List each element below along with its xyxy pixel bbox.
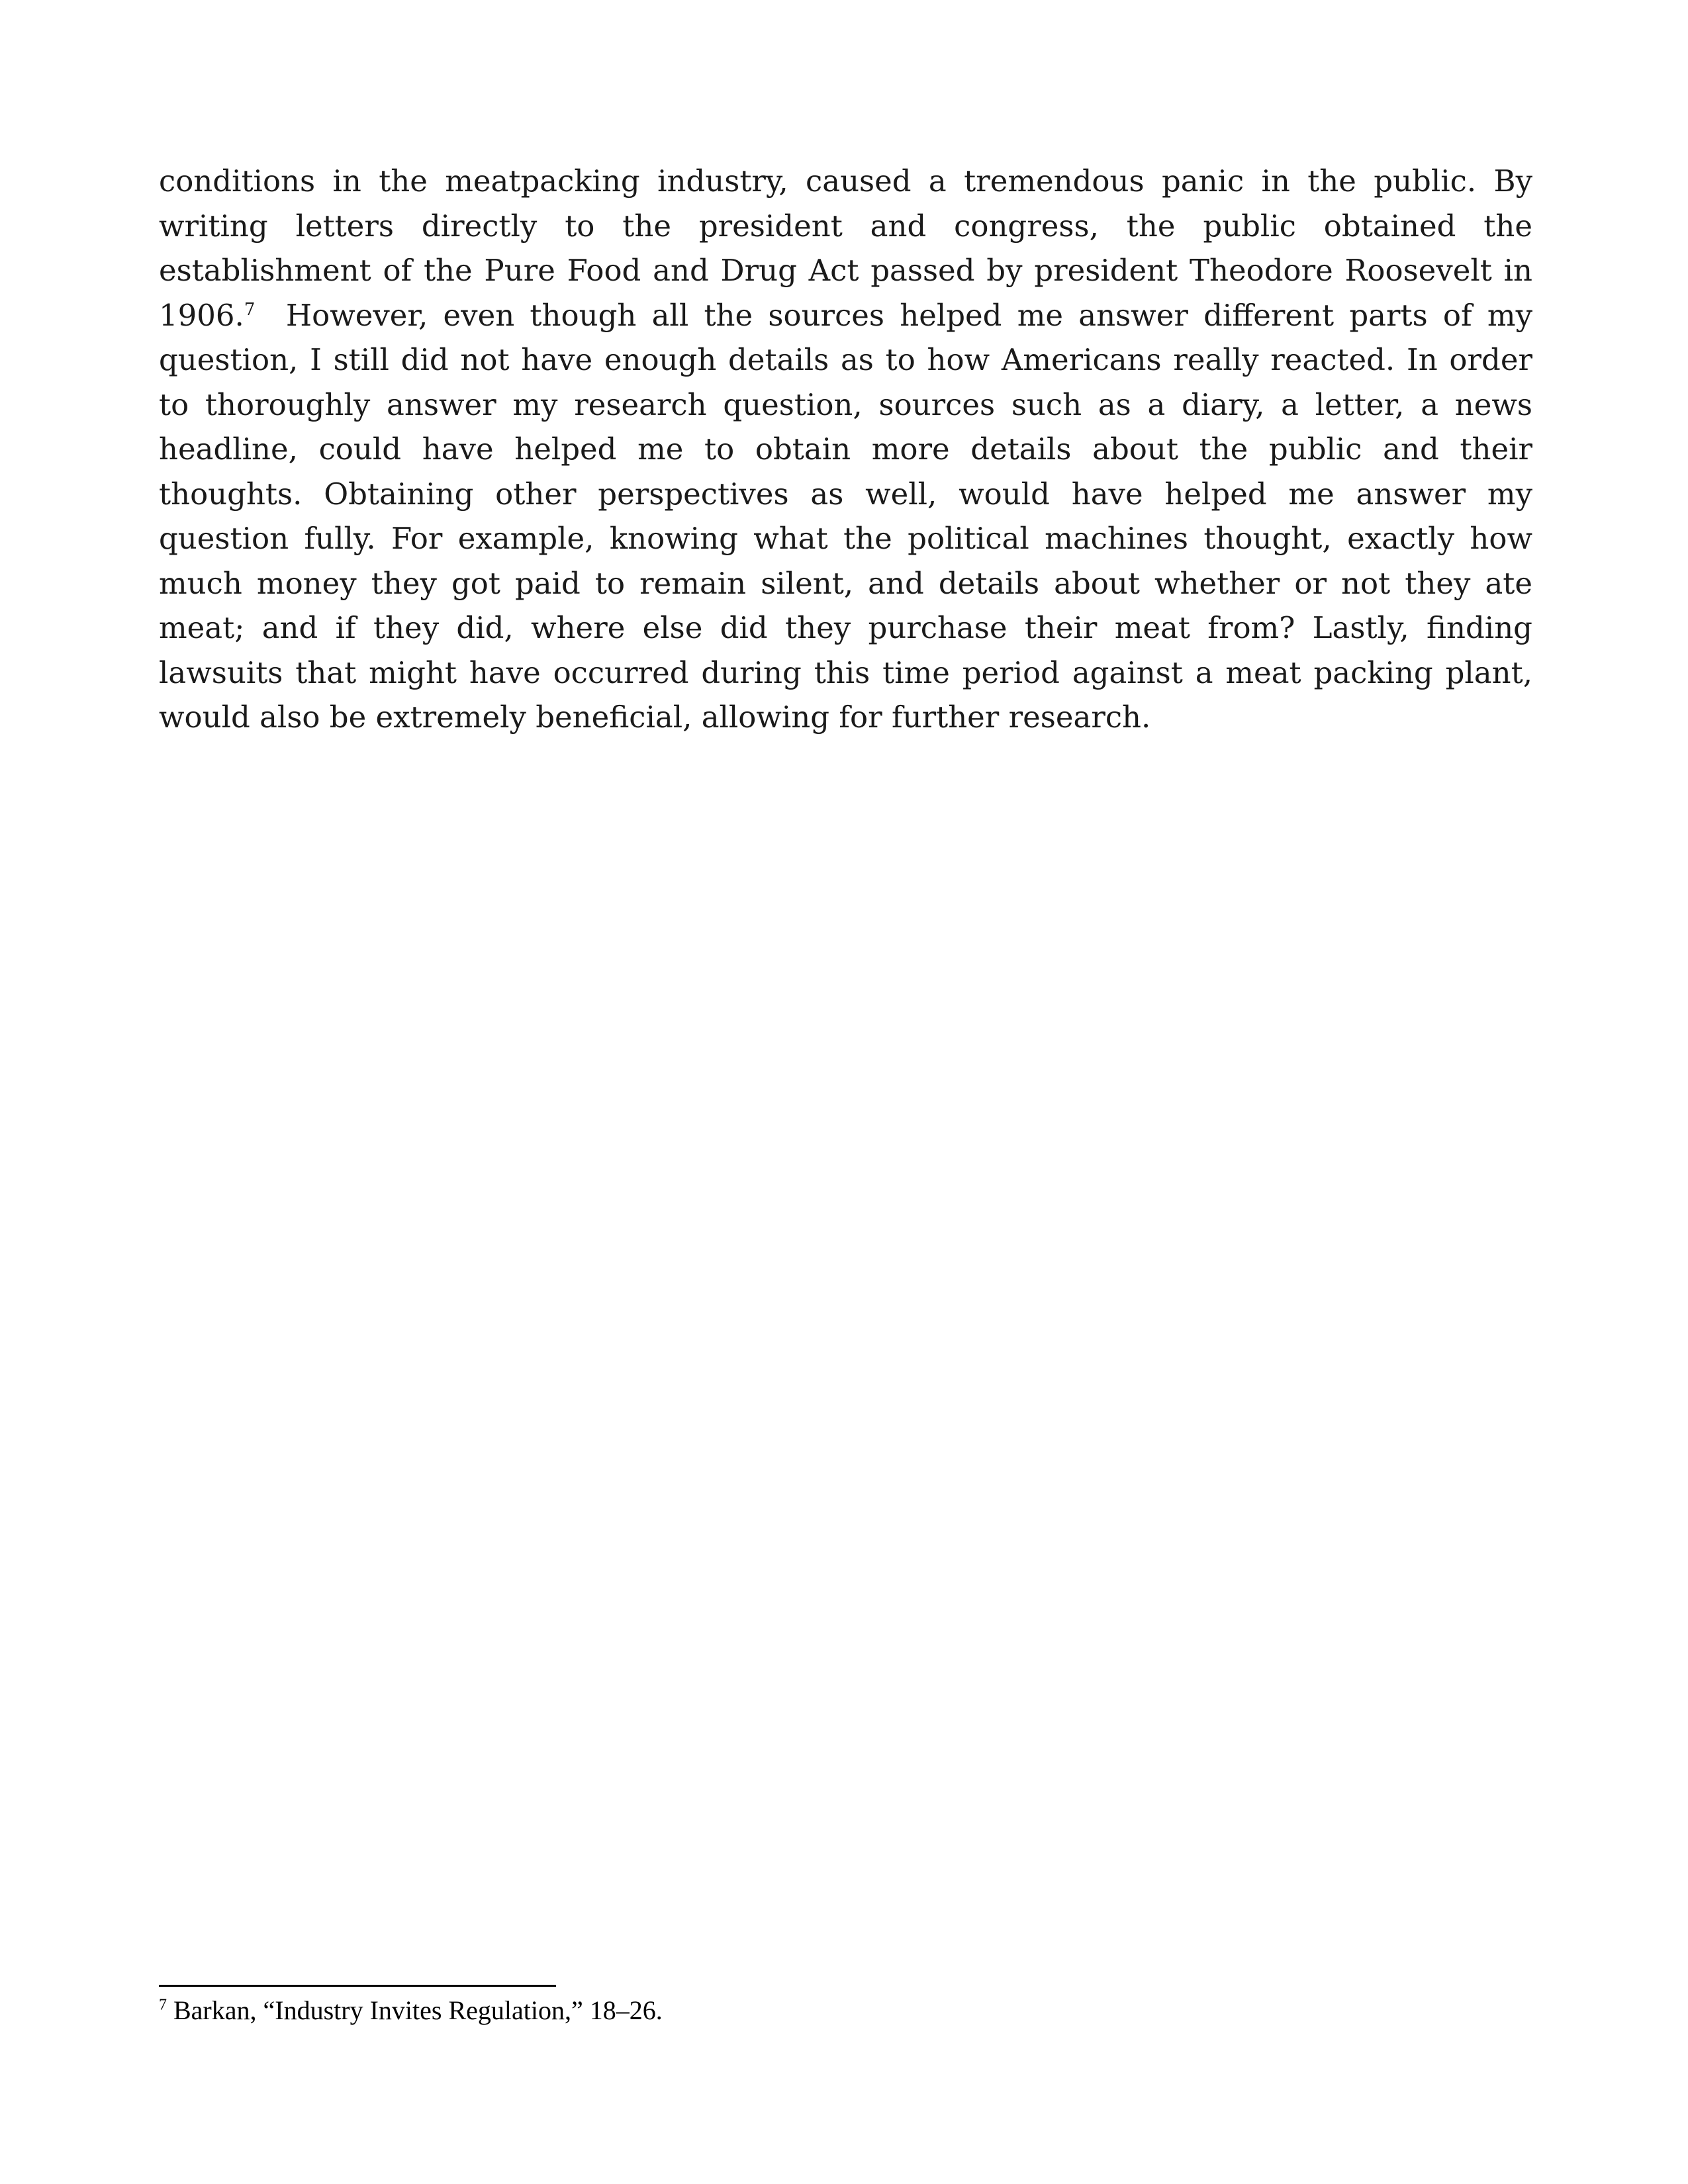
body-text-part-2: However, even though all the sources helped me answer different parts of my question, I still did not have enough details as to how Americans really reacted. In order to thoroughly answer my research question, sources such as a diary, a letter, a news headline, could have helped me to obtain more details about the public and their thoughts. Obtaining other perspectives as well, would have helped me answer my question fully. For example, knowing what the political machines thought, exactly how much money they got paid to remain silent, and details about whether or not they ate meat; and if they did, where else did they purchase their meat from? Lastly, finding lawsuits that might have occurred during this time period against a meat packing plant, would also be extremely beneficial, allowing for further research. <box>159 297 1532 735</box>
footnote-text: Barkan, “Industry Invites Regulation,” 18–26. <box>167 1995 663 2025</box>
footnote-separator <box>159 1985 556 1987</box>
footnote-reference: 7 <box>244 299 256 320</box>
footnote <box>159 1991 663 2030</box>
body-text-part-1: conditions in the meatpacking industry, caused a tremendous panic in the public. By writing letters directly to the president and congress, the public obtained the establishment of the Pure Food and Drug Act passed by president Theodore Roosevelt in 1906. <box>159 163 1532 333</box>
footnote-number: 7 <box>159 1996 167 2014</box>
body-paragraph <box>159 159 1532 740</box>
